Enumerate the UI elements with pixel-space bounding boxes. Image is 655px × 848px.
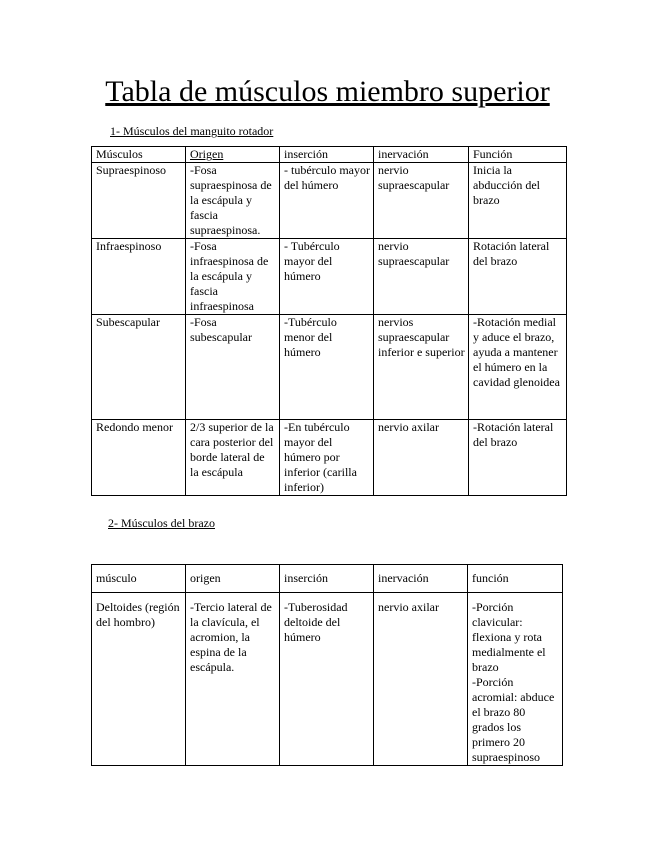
table-cell: -Tubérculo menor del húmero (280, 315, 374, 420)
table-cell: nervio axilar (374, 420, 469, 496)
header-cell: Músculos (92, 147, 186, 163)
table-cell: -Tuberosidad deltoide del húmero (280, 593, 374, 766)
header-cell: inserción (280, 147, 374, 163)
table-cell: Supraespinoso (92, 163, 186, 239)
table-row (92, 163, 567, 239)
table-cell: Subescapular (92, 315, 186, 420)
table-cell: 2/3 superior de la cara posterior del borde lateral de la escápula (186, 420, 280, 496)
table-cell: nervio supraescapular (374, 163, 469, 239)
header-cell: origen (186, 565, 280, 593)
table-row (92, 315, 567, 420)
header-cell: Función (469, 147, 567, 163)
header-cell: músculo (92, 565, 186, 593)
table-cell: -En tubérculo mayor del húmero por inferior (carilla inferior) (280, 420, 374, 496)
rotator-cuff-table (91, 146, 567, 496)
section-2-heading: 2- Músculos del brazo (108, 516, 215, 530)
table-cell: -Tercio lateral de la clavícula, el acromion, la espina de la escápula. (186, 593, 280, 766)
page-title: Tabla de músculos miembro superior (105, 75, 550, 108)
header-cell: Origen (186, 147, 280, 163)
table-cell: -Fosa infraespinosa de la escápula y fascia infraespinosa (186, 239, 280, 315)
table-cell: nervios supraescapular inferior e superior (374, 315, 469, 420)
table-cell: - Tubérculo mayor del húmero (280, 239, 374, 315)
table-cell: -Fosa subescapular (186, 315, 280, 420)
header-cell: inserción (280, 565, 374, 593)
table-cell: Infraespinoso (92, 239, 186, 315)
table-cell: Redondo menor (92, 420, 186, 496)
table-header-row (92, 565, 563, 593)
arm-muscles-table (91, 564, 563, 766)
table-cell: Deltoides (región del hombro) (92, 593, 186, 766)
header-cell: inervación (374, 147, 469, 163)
header-cell: función (468, 565, 563, 593)
table-cell: Inicia la abducción del brazo (469, 163, 567, 239)
table-row (92, 420, 567, 496)
table-cell: -Porción clavicular: flexiona y rota medialmente el brazo -Porción acromial: abduce el brazo 80 grados los primero 20 supraespinoso (468, 593, 563, 766)
table-cell: -Rotación medial y aduce el brazo, ayuda a mantener el húmero en la cavidad glenoidea (469, 315, 567, 420)
table-cell: nervio supraescapular (374, 239, 469, 315)
table-cell: Rotación lateral del brazo (469, 239, 567, 315)
header-cell: inervación (374, 565, 468, 593)
table-cell: -Rotación lateral del brazo (469, 420, 567, 496)
table-cell: -Fosa supraespinosa de la escápula y fascia supraespinosa. (186, 163, 280, 239)
table-row (92, 593, 563, 766)
table-cell: nervio axilar (374, 593, 468, 766)
table-row (92, 239, 567, 315)
table-cell: - tubérculo mayor del húmero (280, 163, 374, 239)
section-1-heading: 1- Músculos del manguito rotador (110, 124, 274, 138)
table-header-row (92, 147, 567, 163)
